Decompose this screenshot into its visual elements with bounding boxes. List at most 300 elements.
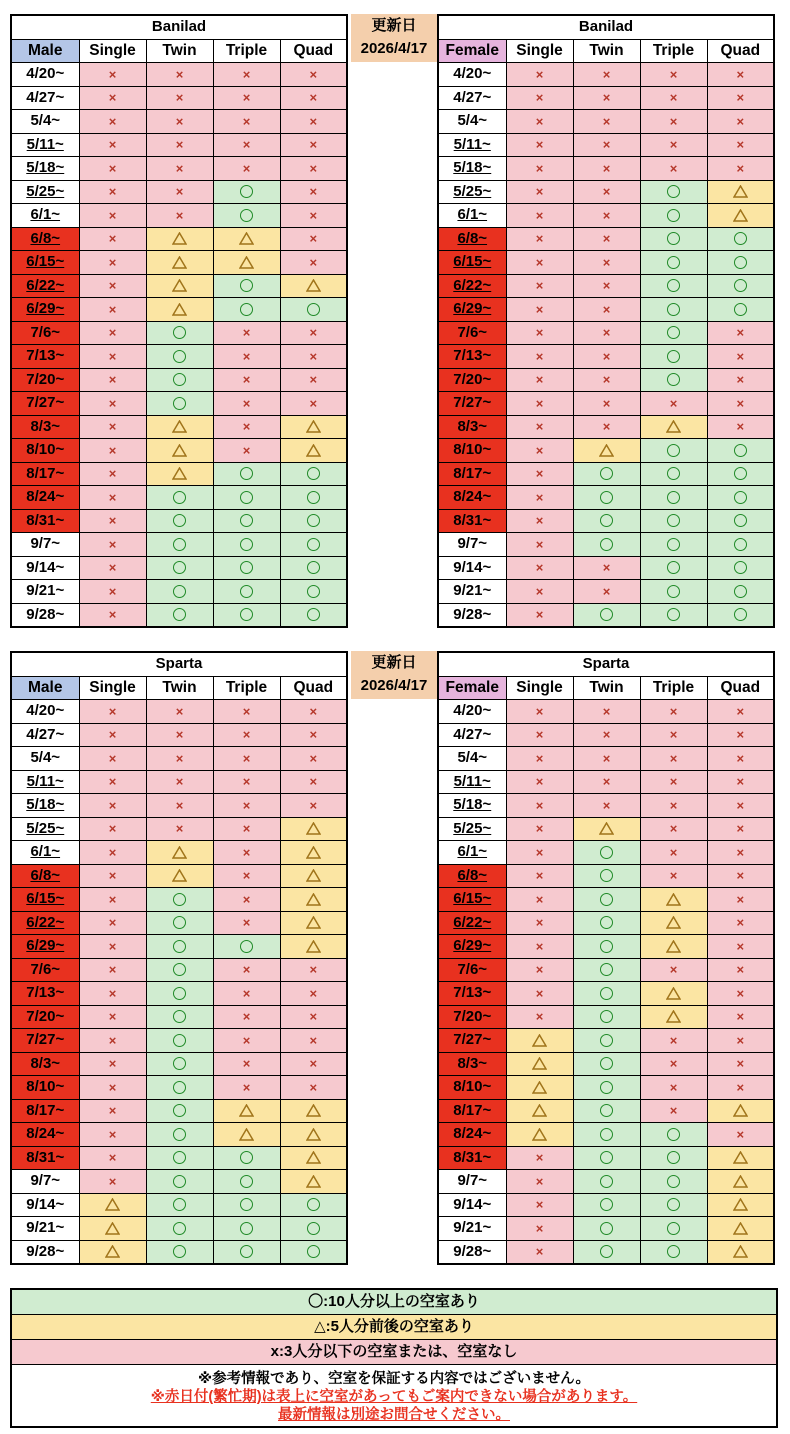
availability-cell: [707, 841, 774, 865]
triangle-icon: [105, 1222, 120, 1235]
table-row: [438, 603, 774, 627]
availability-cell: [79, 911, 146, 935]
cross-icon: ×: [736, 1126, 745, 1142]
week-date: [438, 1099, 506, 1123]
availability-cell: [146, 368, 213, 392]
table-row: [11, 1099, 347, 1123]
circle-icon: [240, 514, 253, 527]
triangle-icon: [733, 1222, 748, 1235]
cross-icon: ×: [535, 113, 544, 129]
availability-cell: [213, 911, 280, 935]
cross-icon: ×: [108, 915, 117, 931]
cross-icon: ×: [602, 583, 611, 599]
availability-cell: [506, 982, 573, 1006]
availability-cell: [146, 180, 213, 204]
week-date-label: 8/10~: [453, 1078, 492, 1096]
week-date: [438, 157, 506, 181]
week-date-label: 6/15~: [26, 253, 65, 271]
cross-icon: ×: [535, 90, 544, 106]
circle-icon: [240, 467, 253, 480]
availability-cell: [707, 1193, 774, 1217]
week-date-label: 9/7~: [30, 535, 61, 553]
circle-icon: [307, 303, 320, 316]
cross-icon: ×: [736, 66, 745, 82]
note-busy-period: ※赤日付(繁忙期)は表上に空室があってもご案内できない場合があります。: [150, 1389, 638, 1405]
availability-cell: [506, 556, 573, 580]
week-date: [438, 110, 506, 134]
table-row: [438, 958, 774, 982]
triangle-icon: [306, 1175, 321, 1188]
circle-icon: [667, 279, 680, 292]
availability-cell: [707, 1123, 774, 1147]
availability-cell: [280, 747, 347, 771]
availability-cell: [573, 770, 640, 794]
week-date: [438, 841, 506, 865]
availability-cell: [213, 1005, 280, 1029]
cross-icon: ×: [535, 1009, 544, 1025]
circle-icon: [600, 1104, 613, 1117]
triangle-icon: [666, 1010, 681, 1023]
availability-cell: [640, 1123, 707, 1147]
availability-cell: [506, 345, 573, 369]
table-row: [438, 1052, 774, 1076]
circle-icon: [600, 846, 613, 859]
availability-cell: [280, 86, 347, 110]
triangle-icon: [532, 1104, 547, 1117]
availability-cell: [707, 533, 774, 557]
table-row: [11, 1240, 347, 1264]
availability-cell: [146, 556, 213, 580]
cross-icon: ×: [535, 844, 544, 860]
availability-cell: [213, 1123, 280, 1147]
availability-cell: [280, 958, 347, 982]
availability-cell: [280, 298, 347, 322]
availability-cell: [213, 180, 280, 204]
cross-icon: ×: [108, 607, 117, 623]
cross-icon: ×: [108, 395, 117, 411]
cross-icon: ×: [736, 821, 745, 837]
availability-cell: [707, 911, 774, 935]
week-date: [438, 204, 506, 228]
availability-cell: [213, 509, 280, 533]
week-date-label: 5/18~: [26, 796, 65, 814]
table-row: [11, 770, 347, 794]
cross-icon: ×: [108, 844, 117, 860]
week-date: [11, 133, 79, 157]
availability-cell: [506, 1029, 573, 1053]
table-row: [438, 110, 774, 134]
week-date-label: 6/1~: [457, 206, 488, 224]
cross-icon: ×: [175, 703, 184, 719]
column-header-triple: Triple: [640, 39, 707, 63]
week-date-label: 5/18~: [26, 159, 65, 177]
circle-icon: [240, 209, 253, 222]
availability-cell: [506, 486, 573, 510]
table-row: [438, 368, 774, 392]
table-row: [11, 556, 347, 580]
availability-cell: [707, 204, 774, 228]
circle-icon: [600, 987, 613, 1000]
availability-cell: [640, 1217, 707, 1241]
availability-cell: [707, 1029, 774, 1053]
triangle-icon: [172, 467, 187, 480]
table-row: [438, 982, 774, 1006]
circle-icon: [667, 256, 680, 269]
week-date: [11, 794, 79, 818]
week-date-label: 7/27~: [26, 1031, 65, 1049]
availability-cell: [213, 723, 280, 747]
availability-cell: [707, 556, 774, 580]
table-row: [438, 1076, 774, 1100]
triangle-icon: [239, 232, 254, 245]
availability-cell: [79, 747, 146, 771]
availability-cell: [707, 110, 774, 134]
availability-cell: [79, 1076, 146, 1100]
cross-icon: ×: [736, 774, 745, 790]
availability-cell: [573, 1099, 640, 1123]
cross-icon: ×: [108, 797, 117, 813]
circle-icon: [667, 608, 680, 621]
availability-cell: [213, 841, 280, 865]
availability-cell: [146, 841, 213, 865]
cross-icon: ×: [108, 1173, 117, 1189]
table-row: [438, 864, 774, 888]
cross-icon: ×: [108, 160, 117, 176]
availability-cell: [573, 251, 640, 275]
availability-cell: [213, 1029, 280, 1053]
triangle-icon: [239, 256, 254, 269]
circle-icon: [734, 514, 747, 527]
week-date: [438, 1005, 506, 1029]
triangle-icon: [532, 1034, 547, 1047]
cross-icon: ×: [309, 1009, 318, 1025]
cross-icon: ×: [736, 962, 745, 978]
availability-cell: [573, 63, 640, 87]
availability-cell: [707, 1005, 774, 1029]
availability-cell: [506, 841, 573, 865]
availability-cell: [146, 817, 213, 841]
cross-icon: ×: [108, 207, 117, 223]
availability-cell: [640, 86, 707, 110]
week-date: [11, 1240, 79, 1264]
table-row: [11, 723, 347, 747]
cross-icon: ×: [309, 985, 318, 1001]
availability-cell: [640, 509, 707, 533]
week-date: [11, 723, 79, 747]
circle-icon: [667, 561, 680, 574]
triangle-icon: [306, 444, 321, 457]
cross-icon: ×: [108, 348, 117, 364]
availability-cell: [640, 415, 707, 439]
cross-icon: ×: [535, 583, 544, 599]
availability-cell: [146, 204, 213, 228]
availability-cell: [213, 747, 280, 771]
circle-icon: [173, 1057, 186, 1070]
week-date-label: 4/27~: [453, 88, 492, 106]
availability-cell: [506, 157, 573, 181]
week-date: [11, 86, 79, 110]
table-row: [438, 415, 774, 439]
availability-cell: [146, 298, 213, 322]
availability-cell: [573, 439, 640, 463]
circle-icon: [173, 1245, 186, 1258]
availability-cell: [213, 864, 280, 888]
availability-cell: [146, 982, 213, 1006]
availability-cell: [213, 1193, 280, 1217]
availability-cell: [79, 1217, 146, 1241]
week-date-label: 6/8~: [457, 229, 488, 247]
week-date-label: 9/28~: [453, 605, 492, 623]
availability-cell: [707, 700, 774, 724]
availability-cell: [707, 86, 774, 110]
availability-cell: [79, 110, 146, 134]
week-date: [438, 274, 506, 298]
week-date: [438, 1052, 506, 1076]
cross-icon: ×: [309, 774, 318, 790]
circle-icon: [173, 1010, 186, 1023]
cross-icon: ×: [602, 703, 611, 719]
week-date: [438, 509, 506, 533]
cross-icon: ×: [535, 466, 544, 482]
availability-cell: [640, 1052, 707, 1076]
note-contact: 最新情報は別途お問合せください。: [278, 1407, 510, 1423]
column-header-twin: Twin: [573, 676, 640, 700]
cross-icon: ×: [535, 348, 544, 364]
availability-cell: [707, 723, 774, 747]
cross-icon: ×: [309, 750, 318, 766]
availability-cell: [506, 1170, 573, 1194]
availability-cell: [79, 251, 146, 275]
availability-cell: [280, 110, 347, 134]
availability-cell: [573, 556, 640, 580]
cross-icon: ×: [736, 703, 745, 719]
availability-cell: [707, 298, 774, 322]
availability-cell: [506, 723, 573, 747]
availability-cell: [213, 110, 280, 134]
cross-icon: ×: [108, 513, 117, 529]
table-row: [438, 157, 774, 181]
week-date-label: 8/31~: [26, 511, 65, 529]
circle-icon: [667, 303, 680, 316]
availability-cell: [79, 368, 146, 392]
availability-cell: [213, 935, 280, 959]
table-row: [11, 227, 347, 251]
cross-icon: ×: [535, 915, 544, 931]
week-date: [438, 415, 506, 439]
cross-icon: ×: [602, 348, 611, 364]
availability-cell: [79, 180, 146, 204]
week-date-label: 9/14~: [453, 558, 492, 576]
table-row: [438, 509, 774, 533]
week-date: [438, 888, 506, 912]
cross-icon: ×: [535, 207, 544, 223]
availability-cell: [280, 63, 347, 87]
week-date: [438, 298, 506, 322]
column-header-quad: Quad: [707, 676, 774, 700]
week-date: [438, 1123, 506, 1147]
circle-icon: [240, 491, 253, 504]
availability-cell: [707, 603, 774, 627]
availability-cell: [146, 1240, 213, 1264]
table-row: [438, 1217, 774, 1241]
table-row: [438, 817, 774, 841]
table-row: [11, 817, 347, 841]
notes: [12, 1365, 776, 1426]
availability-cell: [280, 486, 347, 510]
circle-icon: [667, 373, 680, 386]
circle-icon: [307, 585, 320, 598]
cross-icon: ×: [602, 90, 611, 106]
cross-icon: ×: [175, 90, 184, 106]
triangle-icon: [599, 444, 614, 457]
availability-cell: [280, 1099, 347, 1123]
cross-icon: ×: [602, 207, 611, 223]
cross-icon: ×: [535, 513, 544, 529]
week-date: [11, 700, 79, 724]
availability-cell: [506, 1099, 573, 1123]
availability-cell: [146, 700, 213, 724]
availability-cell: [506, 958, 573, 982]
week-date-label: 8/17~: [26, 464, 65, 482]
availability-cell: [146, 770, 213, 794]
cross-icon: ×: [535, 395, 544, 411]
cross-icon: ×: [736, 750, 745, 766]
availability-cell: [573, 345, 640, 369]
week-date-label: 8/3~: [457, 417, 488, 435]
triangle-icon: [306, 1151, 321, 1164]
week-date-label: 9/21~: [453, 582, 492, 600]
cross-icon: ×: [242, 821, 251, 837]
triangle-icon: [172, 444, 187, 457]
legend-available: 〇:10人分以上の空室あり: [12, 1290, 776, 1315]
cross-icon: ×: [669, 774, 678, 790]
week-date: [438, 958, 506, 982]
availability-table-banilad-male: [10, 14, 348, 628]
cross-icon: ×: [535, 325, 544, 341]
availability-cell: [573, 157, 640, 181]
availability-cell: [506, 392, 573, 416]
circle-icon: [667, 1128, 680, 1141]
circle-icon: [667, 326, 680, 339]
table-row: [438, 321, 774, 345]
circle-icon: [240, 1198, 253, 1211]
week-date-label: 5/18~: [453, 796, 492, 814]
cross-icon: ×: [175, 113, 184, 129]
week-date: [11, 392, 79, 416]
column-header-triple: Triple: [640, 676, 707, 700]
cross-icon: ×: [535, 536, 544, 552]
availability-cell: [640, 723, 707, 747]
availability-cell: [213, 1099, 280, 1123]
availability-cell: [280, 723, 347, 747]
cross-icon: ×: [602, 231, 611, 247]
availability-cell: [640, 603, 707, 627]
week-date: [11, 841, 79, 865]
table-row: [11, 462, 347, 486]
week-date-label: 9/28~: [26, 605, 65, 623]
cross-icon: ×: [535, 66, 544, 82]
triangle-icon: [172, 303, 187, 316]
cross-icon: ×: [736, 1056, 745, 1072]
availability-cell: [506, 298, 573, 322]
cross-icon: ×: [736, 419, 745, 435]
week-date-label: 5/11~: [453, 772, 491, 790]
availability-cell: [146, 392, 213, 416]
availability-cell: [79, 533, 146, 557]
availability-cell: [213, 1170, 280, 1194]
availability-cell: [79, 1029, 146, 1053]
table-row: [438, 298, 774, 322]
triangle-icon: [306, 822, 321, 835]
note-disclaimer: ※参考情報であり、空室を保証する内容ではございません。: [198, 1371, 590, 1387]
availability-table-banilad-female: [437, 14, 775, 628]
availability-cell: [280, 982, 347, 1006]
cross-icon: ×: [669, 66, 678, 82]
circle-icon: [173, 1034, 186, 1047]
week-date: [11, 817, 79, 841]
availability-cell: [280, 1217, 347, 1241]
availability-cell: [146, 1029, 213, 1053]
availability-cell: [707, 1099, 774, 1123]
triangle-icon: [666, 420, 681, 433]
availability-cell: [506, 1052, 573, 1076]
availability-cell: [506, 1146, 573, 1170]
availability-cell: [640, 180, 707, 204]
circle-icon: [240, 1175, 253, 1188]
table-row: [11, 345, 347, 369]
week-date-label: 7/27~: [453, 394, 492, 412]
availability-cell: [79, 274, 146, 298]
week-date: [438, 700, 506, 724]
week-date: [438, 392, 506, 416]
availability-cell: [573, 1240, 640, 1264]
circle-icon: [734, 232, 747, 245]
week-date: [438, 770, 506, 794]
cross-icon: ×: [535, 184, 544, 200]
availability-cell: [213, 982, 280, 1006]
week-date-label: 5/4~: [30, 112, 61, 130]
availability-cell: [280, 509, 347, 533]
week-date: [11, 958, 79, 982]
cross-icon: ×: [535, 419, 544, 435]
availability-cell: [146, 63, 213, 87]
cross-icon: ×: [602, 160, 611, 176]
circle-icon: [667, 232, 680, 245]
availability-cell: [640, 1193, 707, 1217]
week-date-label: 5/25~: [26, 819, 65, 837]
cross-icon: ×: [242, 442, 251, 458]
availability-cell: [146, 462, 213, 486]
cross-icon: ×: [669, 821, 678, 837]
cross-icon: ×: [602, 301, 611, 317]
triangle-icon: [239, 1104, 254, 1117]
availability-cell: [280, 274, 347, 298]
availability-cell: [707, 888, 774, 912]
week-date-label: 8/17~: [453, 1101, 492, 1119]
week-date: [438, 1029, 506, 1053]
cross-icon: ×: [242, 325, 251, 341]
week-date-label: 4/27~: [453, 725, 492, 743]
cross-icon: ×: [736, 844, 745, 860]
week-date-label: 6/22~: [26, 276, 65, 294]
availability-cell: [146, 1099, 213, 1123]
availability-cell: [79, 462, 146, 486]
cross-icon: ×: [736, 985, 745, 1001]
week-date: [11, 1076, 79, 1100]
week-date-label: 8/3~: [30, 1054, 61, 1072]
column-header-twin: Twin: [146, 39, 213, 63]
cross-icon: ×: [535, 750, 544, 766]
